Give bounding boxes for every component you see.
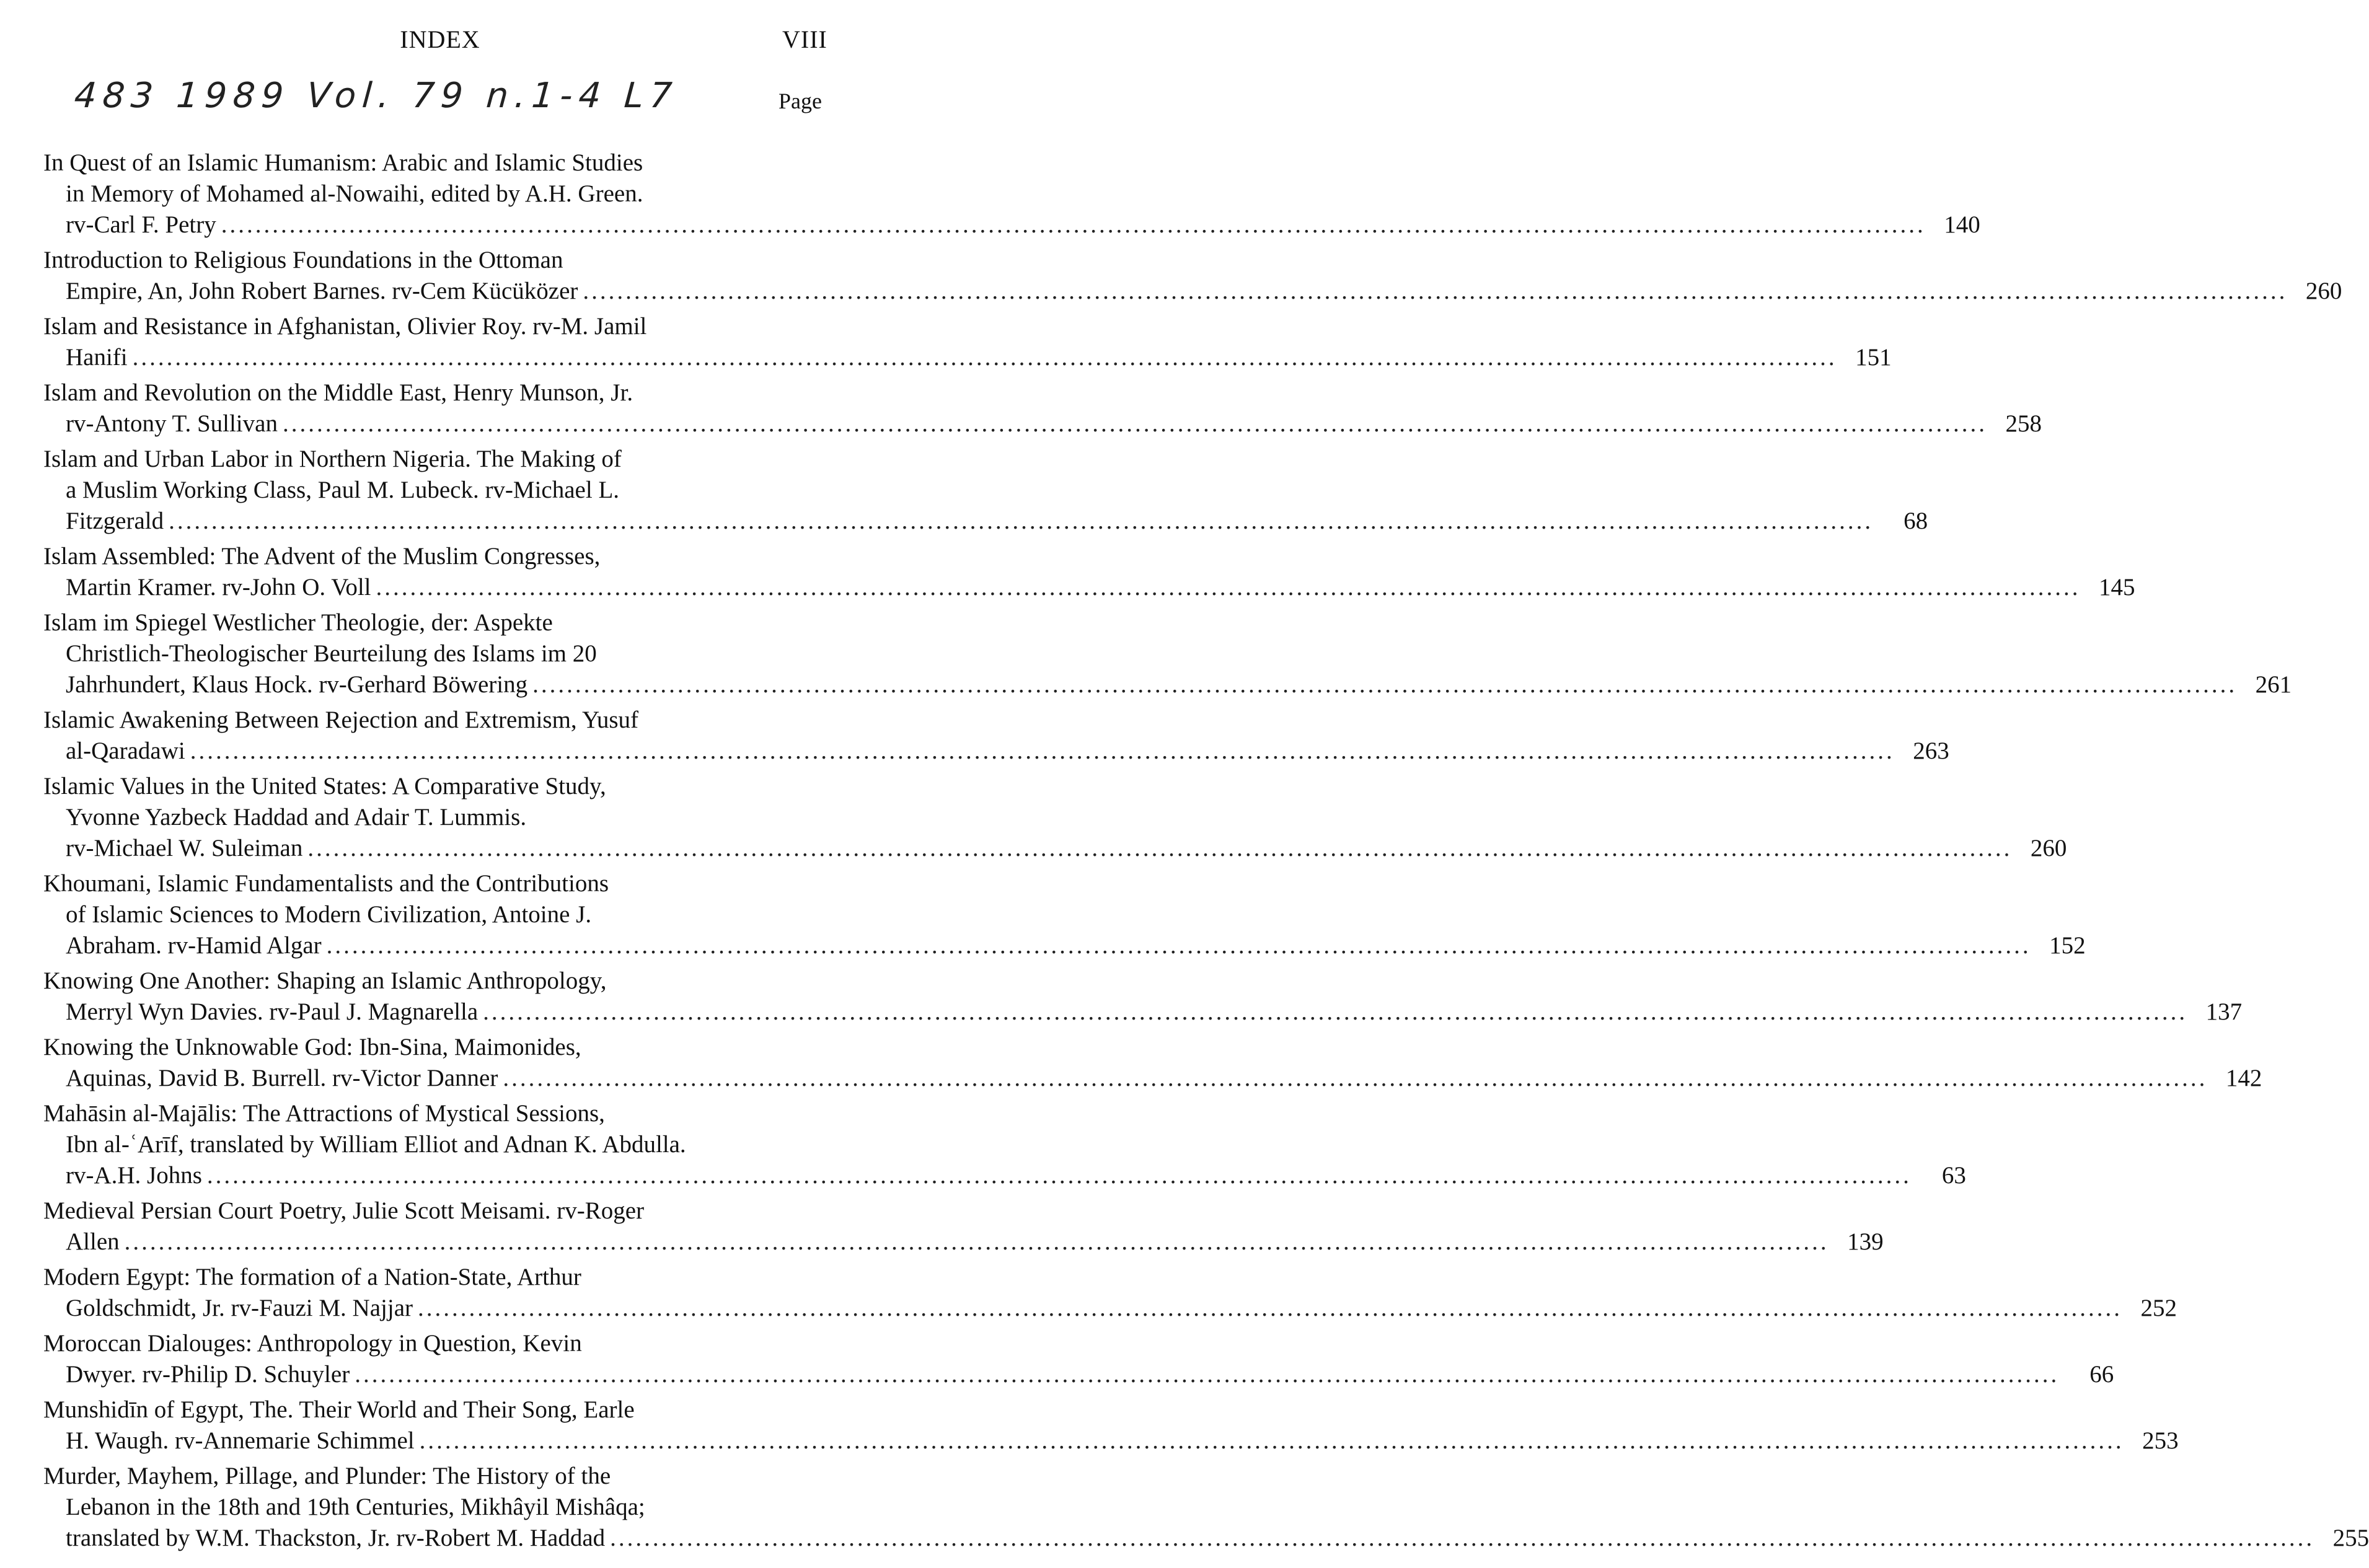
dot-leader: ........................................................................................................................................................................................................ [190, 738, 1895, 764]
entry-line-text: Martin Kramer. rv-John O. Voll [66, 574, 371, 601]
entry-line [43, 997, 2243, 1028]
entry-line [43, 1425, 2179, 1456]
dot-leader: ........................................................................................................................................................................................................ [419, 1427, 2124, 1454]
dot-leader: ........................................................................................................................................................................................................ [610, 1525, 2315, 1551]
entry-line: In Quest of an Islamic Humanism: Arabic and Islamic Studies [43, 149, 643, 176]
index-entry [43, 771, 2067, 864]
entry-line [43, 1359, 2114, 1390]
entry-line-text: Jahrhundert, Klaus Hock. rv-Gerhard Böwering [66, 671, 528, 698]
page-number: 140 [1944, 211, 1980, 238]
dot-leader: ........................................................................................................................................................................................................ [326, 932, 2031, 959]
entry-line [43, 669, 2292, 700]
index-entry [43, 444, 1928, 537]
index-entry [43, 1032, 2262, 1094]
entry-line: Islamic Awakening Between Rejection and Extremism, Yusuf [43, 707, 638, 733]
index-entry [43, 541, 2135, 603]
entry-line [43, 342, 1892, 373]
entry-line: Islam Assembled: The Advent of the Muslim Congresses, [43, 543, 601, 570]
entry-line-text: Abraham. rv-Hamid Algar [66, 932, 322, 959]
entry-line-text: Fitzgerald [66, 508, 164, 534]
handwritten-annotation: 483 1989 Vol. 79 n.1-4 L7 [73, 76, 680, 116]
page-number: 63 [1941, 1162, 1966, 1189]
index-heading: INDEX [400, 25, 480, 53]
entry-line [43, 1160, 1966, 1191]
dot-leader: ........................................................................................................................................................................................................ [376, 574, 2081, 601]
index-entry [43, 377, 2042, 439]
entry-line: Islam and Urban Labor in Northern Nigeria. The Making of [43, 446, 622, 472]
entry-line: Moroccan Dialouges: Anthropology in Question, Kevin [43, 1330, 582, 1357]
entry-line: Ibn al-ʿArīf, translated by William Elliot and Adnan K. Abdulla. [66, 1131, 686, 1158]
entry-line [43, 276, 2342, 307]
page-number: 68 [1904, 508, 1928, 534]
entry-line: Mahāsin al-Majālis: The Attractions of Mystical Sessions, [43, 1100, 605, 1127]
entry-line: Modern Egypt: The formation of a Nation-State, Arthur [43, 1264, 581, 1290]
index-entry [43, 148, 1980, 240]
page-number: 145 [2099, 574, 2135, 601]
entry-line: Islam im Spiegel Westlicher Theologie, der: Aspekte [43, 609, 553, 636]
entry-line [43, 833, 2067, 864]
dot-leader: ........................................................................................................................................................................................................ [221, 211, 1926, 238]
page-number: 66 [2089, 1361, 2114, 1388]
page-number: 261 [2255, 671, 2292, 698]
page-number: 137 [2205, 998, 2243, 1025]
entry-line: of Islamic Sciences to Modern Civilization, Antoine J. [66, 901, 592, 928]
dot-leader: ........................................................................................................................................................................................................ [124, 1228, 1829, 1255]
page-number: 151 [1855, 344, 1892, 371]
index-entry [43, 705, 1949, 767]
page-number: 263 [1913, 738, 1949, 764]
dot-leader: ........................................................................................................................................................................................................ [282, 410, 1987, 437]
index-entry [43, 1461, 2369, 1554]
dot-leader: ........................................................................................................................................................................................................ [132, 344, 1837, 371]
page-number: 260 [2305, 278, 2342, 304]
entry-line [43, 1227, 1884, 1257]
entry-line-text: Dwyer. rv-Philip D. Schuyler [66, 1361, 350, 1388]
entry-line-text: Hanifi [66, 344, 128, 371]
entry-line-text: rv-Carl F. Petry [66, 211, 216, 238]
index-entry [43, 1394, 2179, 1456]
page-number: 152 [2049, 932, 2086, 959]
dot-leader: ........................................................................................................................................................................................................ [418, 1295, 2122, 1321]
entry-line [43, 209, 1980, 240]
index-entry [43, 1196, 1884, 1257]
dot-leader: ........................................................................................................................................................................................................ [169, 508, 1874, 534]
dot-leader: ........................................................................................................................................................................................................ [206, 1162, 1912, 1189]
entry-line: Lebanon in the 18th and 19th Centuries, Mikhâyil Mishâqa; [66, 1494, 645, 1520]
entry-line [43, 1063, 2262, 1094]
index-entry [43, 607, 2292, 700]
dot-leader: ........................................................................................................................................................................................................ [307, 835, 2013, 861]
index-entry [43, 1098, 1966, 1191]
entry-line: Munshidīn of Egypt, The. Their World and Their Song, Earle [43, 1396, 635, 1423]
entry-line [43, 736, 1949, 767]
entry-line: Introduction to Religious Foundations in the Ottoman [43, 247, 563, 273]
entry-line [43, 408, 2042, 439]
index-entry [43, 311, 1892, 373]
entry-line [43, 1293, 2177, 1324]
entry-line: Yvonne Yazbeck Haddad and Adair T. Lummis. [66, 804, 527, 830]
index-entries [43, 148, 2369, 1558]
page-number: 252 [2140, 1295, 2177, 1321]
entry-line-text: Goldschmidt, Jr. rv-Fauzi M. Najjar [66, 1295, 413, 1321]
page-number: 139 [1847, 1228, 1884, 1255]
entry-line [43, 572, 2135, 603]
roman-page-number: VIII [782, 25, 827, 53]
entry-line-text: Allen [66, 1228, 120, 1255]
page-number: 258 [2005, 410, 2042, 437]
index-entry [43, 868, 2086, 961]
entry-line-text: Aquinas, David B. Burrell. rv-Victor Danner [66, 1065, 498, 1091]
entry-line-text: Merryl Wyn Davies. rv-Paul J. Magnarella [66, 998, 479, 1025]
entry-line [43, 930, 2086, 961]
entry-line: Islamic Values in the United States: A Comparative Study, [43, 773, 606, 799]
entry-line-text: al-Qaradawi [66, 738, 185, 764]
entry-line: a Muslim Working Class, Paul M. Lubeck. rv-Michael L. [66, 477, 620, 503]
entry-line: Knowing the Unknowable God: Ibn-Sina, Maimonides, [43, 1034, 581, 1060]
index-entry [43, 1328, 2114, 1390]
entry-line: Islam and Resistance in Afghanistan, Olivier Roy. rv-M. Jamil [43, 313, 647, 340]
entry-line-text: translated by W.M. Thackston, Jr. rv-Robert M. Haddad [66, 1525, 606, 1551]
index-entry [43, 966, 2243, 1028]
entry-line: Islam and Revolution on the Middle East, Henry Munson, Jr. [43, 379, 633, 406]
dot-leader: ........................................................................................................................................................................................................ [532, 671, 2238, 698]
dot-leader: ........................................................................................................................................................................................................ [355, 1361, 2060, 1388]
page-number: 253 [2142, 1427, 2179, 1454]
entry-line-text: H. Waugh. rv-Annemarie Schimmel [66, 1427, 415, 1454]
dot-leader: ........................................................................................................................................................................................................ [503, 1065, 2208, 1091]
entry-line: in Memory of Mohamed al-Nowaihi, edited by A.H. Green. [66, 180, 643, 207]
dot-leader: ........................................................................................................................................................................................................ [583, 278, 2288, 304]
entry-line: Murder, Mayhem, Pillage, and Plunder: The History of the [43, 1463, 611, 1489]
dot-leader: ........................................................................................................................................................................................................ [483, 998, 2188, 1025]
index-entry [43, 245, 2342, 307]
entry-line [43, 1523, 2369, 1554]
entry-line-text: rv-A.H. Johns [66, 1162, 202, 1189]
page-number: 260 [2030, 835, 2067, 861]
index-entry [43, 1262, 2177, 1324]
entry-line: Khoumani, Islamic Fundamentalists and the Contributions [43, 870, 609, 897]
entry-line-text: rv-Michael W. Suleiman [66, 835, 303, 861]
entry-line: Medieval Persian Court Poetry, Julie Scott Meisami. rv-Roger [43, 1197, 645, 1224]
entry-line [43, 506, 1928, 537]
page-number: 142 [2225, 1065, 2262, 1091]
entry-line-text: rv-Antony T. Sullivan [66, 410, 278, 437]
entry-line: Knowing One Another: Shaping an Islamic Anthropology, [43, 967, 607, 994]
entry-line-text: Empire, An, John Robert Barnes. rv-Cem Kücüközer [66, 278, 578, 304]
page-column-label: Page [779, 89, 822, 113]
page-number: 255 [2332, 1525, 2369, 1551]
entry-line: Christlich-Theologischer Beurteilung des Islams im 20 [66, 640, 597, 667]
